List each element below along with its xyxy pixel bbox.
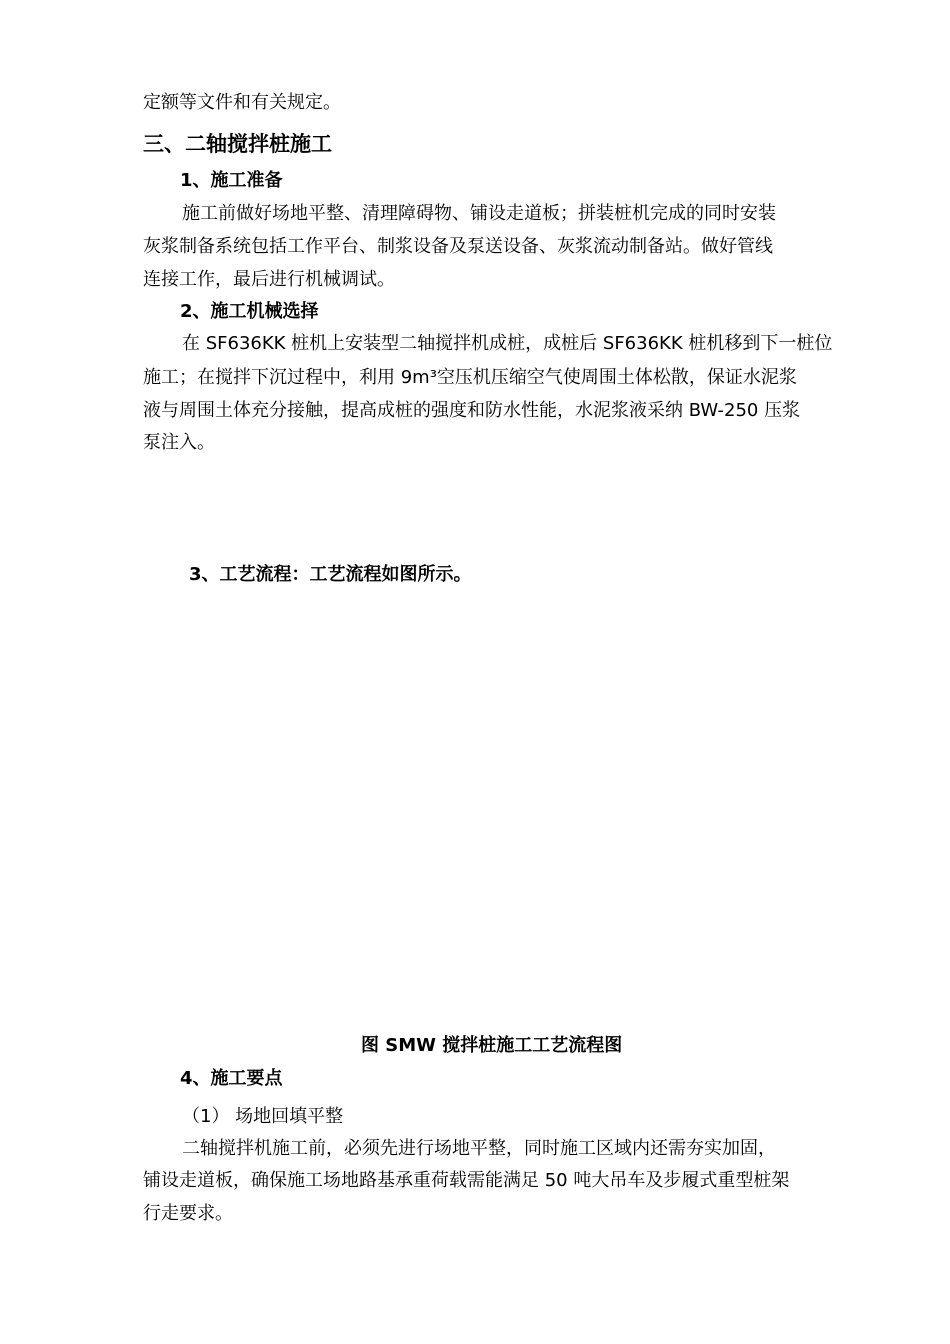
paragraph-line: 施工前做好场地平整、清理障碍物、铺设走道板；拼装桩机完成的同时安装: [182, 203, 776, 224]
paragraph-line: 液与周围土体充分接触，提高成桩的强度和防水性能，水泥浆液采纳 BW-250 压浆: [143, 400, 801, 421]
paragraph-line: 连接工作，最后进行机械调试。: [143, 269, 395, 290]
figure-caption: 图 SMW 搅拌桩施工工艺流程图: [361, 1035, 623, 1056]
subsection-1-heading: 1、施工准备: [180, 170, 283, 191]
subsection-3-heading: 3、工艺流程：工艺流程如图所示。: [189, 564, 472, 585]
section-3-heading: 三、二轴搅拌桩施工: [143, 132, 332, 156]
intro-tail-text: 定额等文件和有关规定。: [143, 92, 341, 113]
flowchart-figure-area: [143, 610, 833, 1010]
subsection-4-heading: 4、施工要点: [180, 1068, 283, 1089]
paragraph-line: 施工；在搅拌下沉过程中，利用 9m³空压机压缩空气使周围土体松散，保证水泥浆: [143, 367, 797, 388]
paragraph-line: 二轴搅拌机施工前，必须先进行场地平整，同时施工区域内还需夯实加固，: [182, 1138, 776, 1159]
paragraph-line: 在 SF636KK 桩机上安装型二轴搅拌机成桩，成桩后 SF636KK 桩机移到下一桩位: [182, 333, 833, 354]
paragraph-line: 灰浆制备系统包括工作平台、制浆设备及泵送设备、灰浆流动制备站。做好管线: [143, 236, 773, 257]
subsection-2-heading: 2、施工机械选择: [180, 301, 319, 322]
item-1-heading: （1） 场地回填平整: [182, 1106, 344, 1127]
paragraph-line: 泵注入。: [143, 432, 215, 453]
paragraph-line: 铺设走道板，确保施工场地路基承重荷载需能满足 50 吨大吊车及步履式重型桩架: [143, 1170, 790, 1191]
paragraph-line: 行走要求。: [143, 1203, 233, 1224]
